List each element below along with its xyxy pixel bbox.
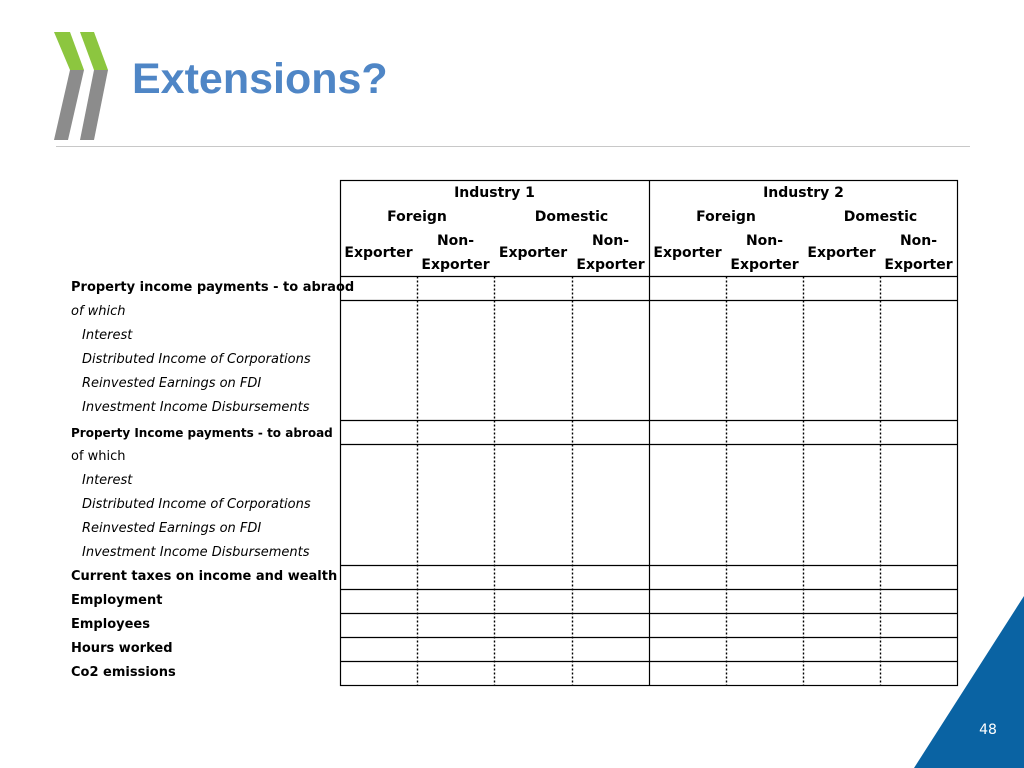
col-non-exporter-header-line1: Non- (591, 233, 630, 249)
row-label: Distributed Income of Corporations (82, 497, 311, 512)
col-exporter-header: Exporter (498, 245, 568, 261)
row-label: Hours worked (71, 641, 173, 656)
logo-green-chevron-right (80, 32, 108, 70)
row-label: Co2 emissions (71, 665, 176, 680)
row-label: Employees (71, 617, 150, 632)
industry-1-header: Industry 1 (454, 185, 535, 201)
col-exporter-header: Exporter (807, 245, 876, 261)
row-label: Investment Income Disbursements (82, 545, 310, 560)
industry-2-foreign-header: Foreign (696, 209, 756, 225)
slide-title: Extensions? (132, 55, 388, 103)
col-non-exporter-header-line2: Exporter (730, 257, 799, 273)
col-non-exporter-header-line1: Non- (899, 233, 938, 249)
col-non-exporter-header-line1: Non- (745, 233, 784, 249)
oecd-logo (54, 32, 110, 142)
col-non-exporter-header-line2: Exporter (576, 257, 645, 273)
logo-green-chevron-left (54, 32, 84, 70)
row-label: of which (71, 449, 126, 464)
industry-1-domestic-header: Domestic (534, 209, 609, 225)
row-label: Distributed Income of Corporations (82, 352, 311, 367)
row-label: Reinvested Earnings on FDI (82, 376, 262, 391)
industry-2-header: Industry 2 (763, 185, 844, 201)
col-exporter-header: Exporter (653, 245, 722, 261)
logo-gray-chevron-right (80, 70, 108, 140)
corner-decoration (914, 596, 1024, 768)
title-divider (56, 146, 970, 147)
row-label: Property income payments - to abraod (71, 280, 355, 295)
logo-gray-chevron-left (54, 70, 84, 140)
row-label: Interest (82, 473, 133, 488)
industry-1-foreign-header: Foreign (387, 209, 447, 225)
row-label: Investment Income Disbursements (82, 400, 310, 415)
page-number: 48 (979, 722, 997, 738)
col-non-exporter-header-line1: Non- (436, 233, 475, 249)
row-label: of which (71, 304, 126, 319)
row-label: Reinvested Earnings on FDI (82, 521, 262, 536)
col-non-exporter-header-line2: Exporter (421, 257, 490, 273)
industry-2-domestic-header: Domestic (843, 209, 918, 225)
row-label: Interest (82, 328, 133, 343)
row-label: Current taxes on income and wealth (71, 569, 338, 584)
col-exporter-header: Exporter (344, 245, 413, 261)
row-label: Property Income payments - to abroad (71, 426, 333, 440)
row-label: Employment (71, 593, 163, 608)
col-non-exporter-header-line2: Exporter (884, 257, 953, 273)
